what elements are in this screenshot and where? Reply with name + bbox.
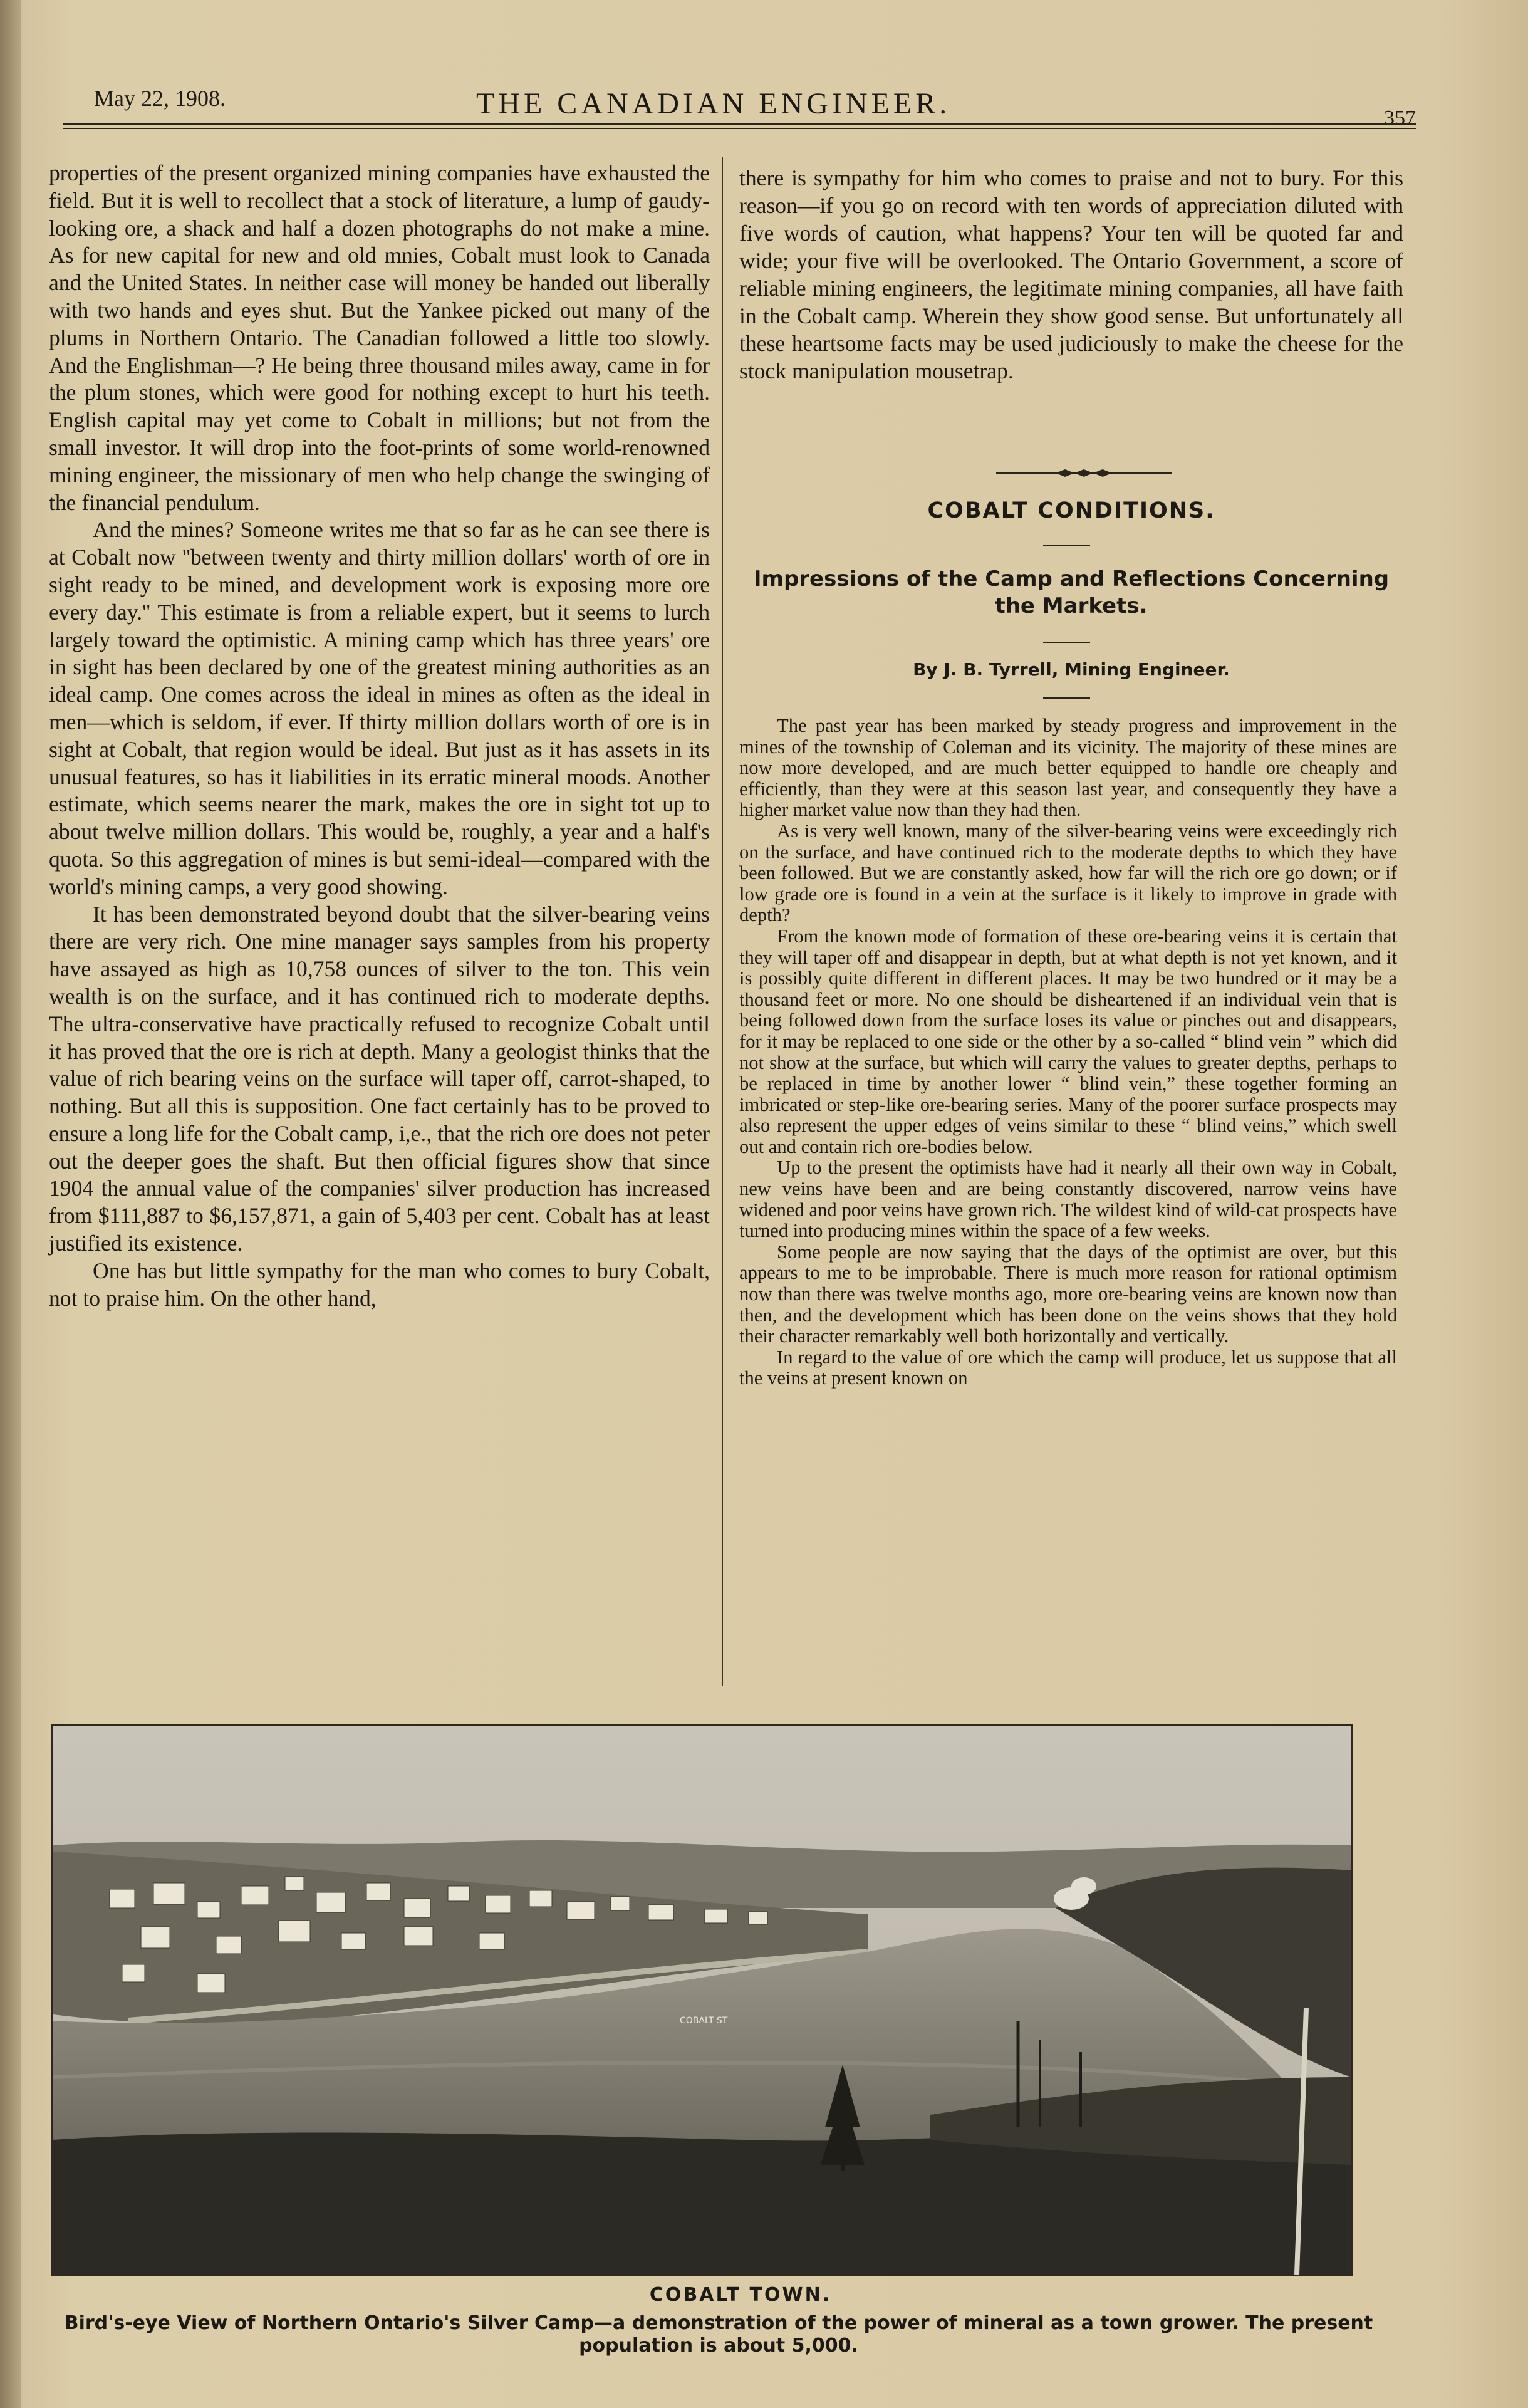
article-paragraph-5: Some people are now saying that the days of the optimist are over, but this appears to me to be improbable. There is much more reason for rational optimism now than there was twelve months ago, more ore-bearing veins are known now than then, and the development which has been done on the veins shows that they hold their character remarkably well both horizontally and vertically. [739, 1241, 1397, 1347]
article-body [739, 716, 1397, 1389]
right-paragraph-continued: there is sympathy for him who comes to praise and not to bury. For this reason—if you go on record with ten words of appreciation diluted with five words of caution, what happens? Your ten will be quoted far and wide; your five will be overlooked. The Ontario Government, a score of reliable mining engineers, the legitimate mining companies, all have faith in the Cobalt camp. Wherein they show good sense. But unfortunately all these heartsome facts may be used judiciously to make the cheese for the stock manipulation mousetrap. [739, 165, 1403, 383]
article-paragraph-6: In regard to the value of ore which the camp will produce, let us suppose that all the veins at present known on [739, 1346, 1397, 1389]
journal-title: THE CANADIAN ENGINEER. [476, 87, 951, 120]
header-date: May 22, 1908. [94, 86, 226, 111]
left-paragraph-4: One has but little sympathy for the man who comes to bury Cobalt, not to praise him. On the other hand, [49, 1258, 710, 1311]
article-byline: By J. B. Tyrrell, Mining Engineer. [913, 659, 1230, 680]
photo-caption-text: Bird's-eye View of Northern Ontario's Silver Camp—a demonstration of the power of mineral as a town grower. The present population is about 5,000. [64, 2312, 1373, 2357]
byline-rule [1043, 697, 1090, 699]
left-column [49, 160, 710, 1312]
left-paragraph-1: properties of the present organized mining companies have exhausted the field. But it is well to recollect that a stock of literature, a lump of gaudy-looking ore, a shack and half a dozen photographs do not make a mine. As for new capital for new and old mnies, Cobalt must look to Canada and the United States. In neither case will money be handed out liberally with two hands and eyes shut. But the Yankee picked out many of the plums in Northern Ontario. The Canadian followed a little too slowly. And the Englishman—? He being three thousand miles away, came in for the plum stones, which were good for nothing except to hurt his teeth. English capital may yet come to Cobalt in millions; but not from the small investor. It will drop into the foot-prints of some world-renowned mining engineer, the missionary of men who help change the swinging of the financial pendulum. [49, 160, 710, 515]
ornament-divider [996, 469, 1172, 477]
binding-gutter [0, 0, 21, 2408]
subtitle-rule [1043, 642, 1090, 643]
left-paragraph-2: And the mines? Someone writes me that so far as he can see there is at Cobalt now ''between twenty and thirty million dollars' worth of ore in sight ready to be mined, and development work is exposing more ore every day.'' This estimate is from a reliable expert, but it seems to lurch largely toward the optimistic. A mining camp which has three years' ore in sight has been declared by one of the greatest mining authorities as an ideal camp. One comes across the ideal in mines as often as the ideal in men—which is seldom, if ever. If thirty million dollars worth of ore is in sight at Cobalt, that region would be ideal. But just as it has assets in its unusual features, so has it liabilities in its erratic mineral moods. Another estimate, which seems nearer the mark, makes the ore in sight tot up to about twelve million dollars. This would be, roughly, a year and a half's quota. So this aggregation of mines is but semi-ideal—compared with the world's mining camps, a very good showing. [49, 517, 710, 899]
photo-caption-title: COBALT TOWN. [649, 2284, 832, 2306]
cobalt-town-photo [51, 1724, 1353, 2276]
article-paragraph-3: From the known mode of formation of these ore-bearing veins it is certain that they will taper off and disappear in depth, but at what depth is not yet known, and it is possibly quite different in different places. It may be two hundred or it may be a thousand feet or more. No one should be disheartened if an individual vein that is being followed down from the surface loses its value or pinches out and disappears, for it may be replaced to one side or the other by a so-called “ blind vein ” which did not show at the surface, but which will carry the values to greater depths, perhaps to be replaced in time by another lower “ blind vein,” these together forming an imbricated or step-like ore-bearing series. Many of the poorer surface prospects may also represent the upper edges of veins similar to these “ blind veins,” which swell out and contain rich ore-bodies below. [739, 925, 1397, 1157]
header-rule-thin [63, 128, 1416, 129]
title-rule [1043, 545, 1090, 546]
header-rule [63, 123, 1416, 125]
left-paragraph-3: It has been demonstrated beyond doubt that the silver-bearing veins there are very rich. One mine manager says samples from his property have assayed as high as 10,758 ounces of silver to the ton. This vein wealth is on the surface, and it has continued rich to moderate depths. The ultra-conservative have practically refused to recognize Cobalt until it has proved that the ore is rich at depth. Many a geologist thinks that the value of rich bearing veins on the surface will taper off, carrot-shaped, to nothing. But all this is supposition. One fact certainly has to be proved to ensure a long life for the Cobalt camp, i,e., that the rich ore does not peter out the deeper goes the shaft. But then official figures show that since 1904 the annual value of the companies' silver production has increased from $111,887 to $6,157,871, a gain of 5,403 per cent. Cobalt has at least justified its existence. [49, 901, 710, 1256]
article-paragraph-1: The past year has been marked by steady progress and improvement in the mines of the township of Coleman and its vicinity. The majority of these mines are now more developed, and are much better equipped to handle ore cheaply and efficiently, than they were at this season last year, and consequently they have a higher market value now than they had then. [739, 715, 1397, 821]
landscape-illustration [53, 1726, 1351, 2275]
article-paragraph-2: As is very well known, many of the silver-bearing veins were exceedingly rich on the surface, and have continued rich to the moderate depths to which they have been followed. But we are constantly asked, how far will the rich ore go down; or if low grade ore is found in a vein at the surface is it likely to improve in grade with depth? [739, 820, 1397, 926]
page-number: 357 [1384, 107, 1416, 130]
column-divider [722, 157, 723, 1686]
right-column-continuation [739, 164, 1403, 385]
street-sign-text: COBALT ST [680, 2016, 728, 2026]
section-title: COBALT CONDITIONS. [927, 498, 1215, 523]
article-paragraph-4: Up to the present the optimists have had it nearly all their own way in Cobalt, new veins have been and are being constantly discovered, narrow veins have widened and poor veins have grown rich. The wildest kind of wild-cat prospects have turned into producing mines within the space of a few weeks. [739, 1157, 1397, 1242]
article-subtitle: Impressions of the Camp and Reflections Concerning the Markets. [753, 566, 1390, 618]
